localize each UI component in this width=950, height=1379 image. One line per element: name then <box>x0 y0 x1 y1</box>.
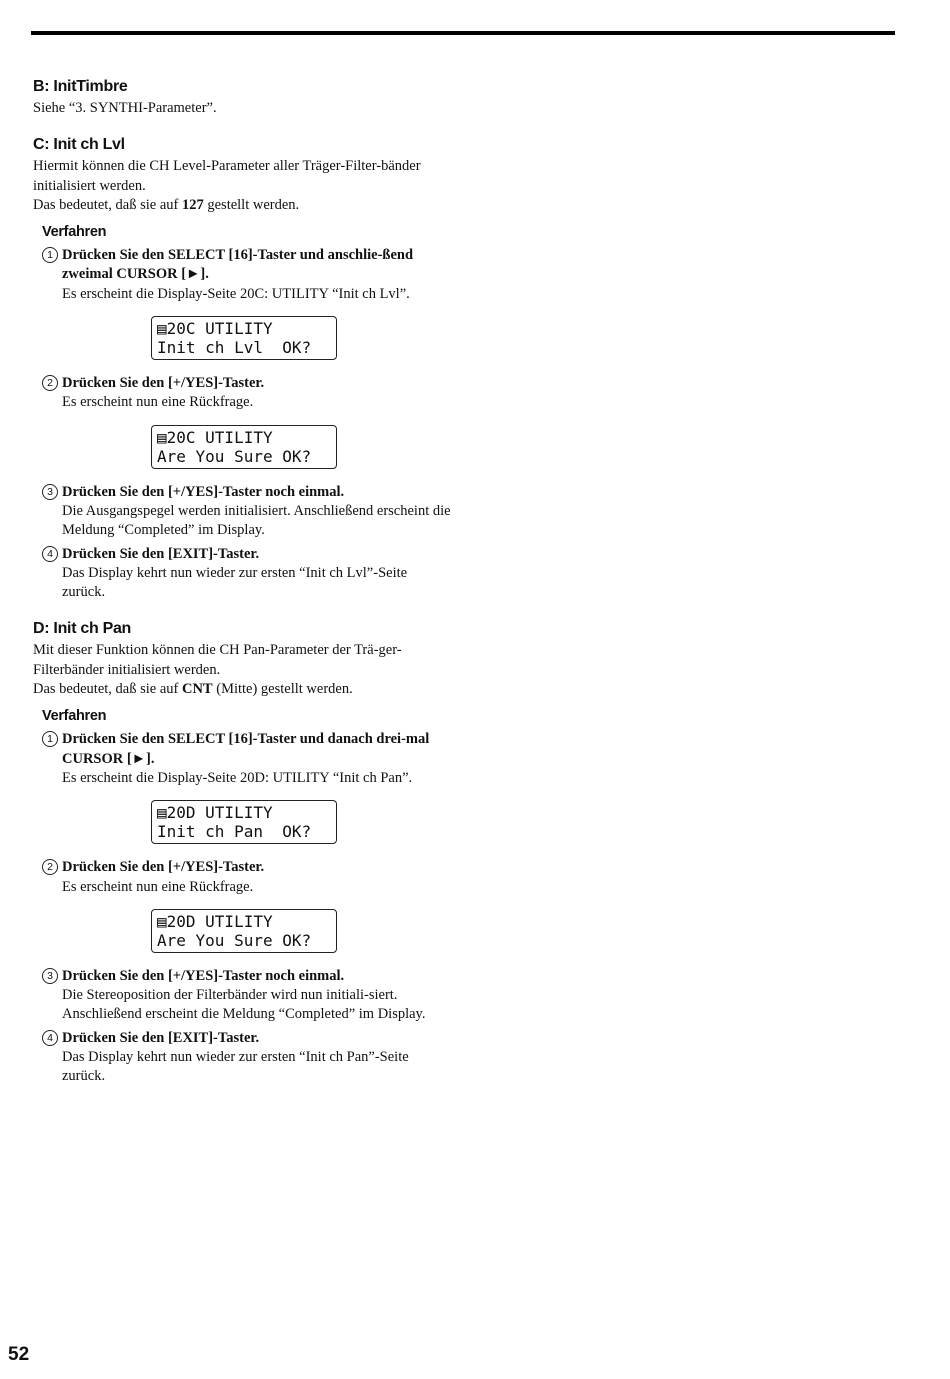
step-instruction: Drücken Sie den SELECT [16]-Taster und anschlie-ßend zweimal CURSOR [►]. <box>62 247 414 283</box>
intro-text: (Mitte) gestellt werden. <box>212 681 353 698</box>
step-4 <box>33 1029 453 1087</box>
value-127: 127 <box>181 196 204 213</box>
lcd-display <box>151 316 337 360</box>
section-d-intro-value <box>33 680 453 699</box>
procedure-label: Verfahren <box>42 224 107 241</box>
lcd-line-1: ▤20D UTILITY <box>157 911 273 931</box>
lcd-line-2: Are You Sure OK? <box>157 930 312 950</box>
step-2 <box>33 374 453 413</box>
section-c <box>33 136 453 602</box>
step-instruction: Drücken Sie den [EXIT]-Taster. <box>62 545 260 562</box>
step-2 <box>33 858 453 897</box>
content-column <box>33 78 453 1105</box>
step-number: 3 <box>42 484 58 500</box>
section-d <box>33 620 453 1086</box>
section-d-heading: D: Init ch Pan <box>33 620 132 638</box>
section-c-heading: C: Init ch Lvl <box>33 136 125 154</box>
step-result: Es erscheint die Display-Seite 20D: UTILITY “Init ch Pan”. <box>62 769 413 786</box>
step-4 <box>33 545 453 603</box>
lcd-line-1: ▤20C UTILITY <box>157 427 273 447</box>
lcd-line-2: Init ch Lvl OK? <box>157 338 312 358</box>
top-rule <box>31 31 895 35</box>
section-c-intro: Hiermit können die CH Level-Parameter aller Träger-Filter-bänder initialisiert werden. <box>33 158 421 194</box>
step-number: 3 <box>42 968 58 984</box>
step-instruction: Drücken Sie den [+/YES]-Taster noch einmal. <box>62 483 345 500</box>
step-result: Die Ausgangspegel werden initialisiert. Anschließend erscheint die Meldung “Completed” im Display. <box>62 502 451 539</box>
step-instruction: Drücken Sie den [+/YES]-Taster noch einmal. <box>62 967 345 984</box>
intro-text: Das bedeutet, daß sie auf <box>33 196 182 213</box>
step-number: 4 <box>42 546 58 562</box>
section-c-intro-value <box>33 196 453 215</box>
lcd-line-1: ▤20C UTILITY <box>157 319 273 339</box>
lcd-line-2: Init ch Pan OK? <box>157 822 312 842</box>
intro-text: gestellt werden. <box>203 196 300 213</box>
step-instruction: Drücken Sie den [+/YES]-Taster. <box>62 375 265 392</box>
step-result: Das Display kehrt nun wieder zur ersten “Init ch Lvl”-Seite zurück. <box>62 564 408 601</box>
step-number: 2 <box>42 859 58 875</box>
step-3 <box>33 967 453 1025</box>
step-instruction: Drücken Sie den [+/YES]-Taster. <box>62 859 265 876</box>
step-result: Es erscheint nun eine Rückfrage. <box>62 394 254 411</box>
step-result: Das Display kehrt nun wieder zur ersten “Init ch Pan”-Seite zurück. <box>62 1049 409 1085</box>
section-b <box>33 78 453 118</box>
value-cnt: CNT <box>181 681 213 698</box>
step-1 <box>33 730 453 788</box>
lcd-line-1: ▤20D UTILITY <box>157 803 273 823</box>
section-b-text: Siehe “3. SYNTHI-Parameter”. <box>33 100 217 116</box>
intro-text: Das bedeutet, daß sie auf <box>33 681 182 698</box>
step-instruction: Drücken Sie den [EXIT]-Taster. <box>62 1029 260 1046</box>
step-number: 2 <box>42 375 58 391</box>
section-d-intro: Mit dieser Funktion können die CH Pan-Parameter der Trä-ger-Filterbänder initialisiert werden. <box>33 642 402 678</box>
lcd-display <box>151 800 337 844</box>
section-b-heading: B: InitTimbre <box>33 78 128 95</box>
step-result: Es erscheint nun eine Rückfrage. <box>62 878 254 895</box>
step-result: Es erscheint die Display-Seite 20C: UTILITY “Init ch Lvl”. <box>62 285 410 302</box>
step-instruction: Drücken Sie den SELECT [16]-Taster und danach drei-mal CURSOR [►]. <box>62 731 430 767</box>
lcd-display <box>151 909 337 953</box>
lcd-line-2: Are You Sure OK? <box>157 446 312 466</box>
step-number: 4 <box>42 1030 58 1046</box>
step-number: 1 <box>42 731 58 747</box>
step-number: 1 <box>42 247 58 263</box>
step-1 <box>33 246 453 304</box>
step-result: Die Stereoposition der Filterbänder wird nun initiali-siert. Anschließend erscheint die Meldung “Completed” im Display. <box>62 987 426 1023</box>
step-3 <box>33 483 453 541</box>
page-number: 52 <box>8 1344 30 1365</box>
lcd-display <box>151 425 337 469</box>
procedure-label: Verfahren <box>42 708 107 725</box>
